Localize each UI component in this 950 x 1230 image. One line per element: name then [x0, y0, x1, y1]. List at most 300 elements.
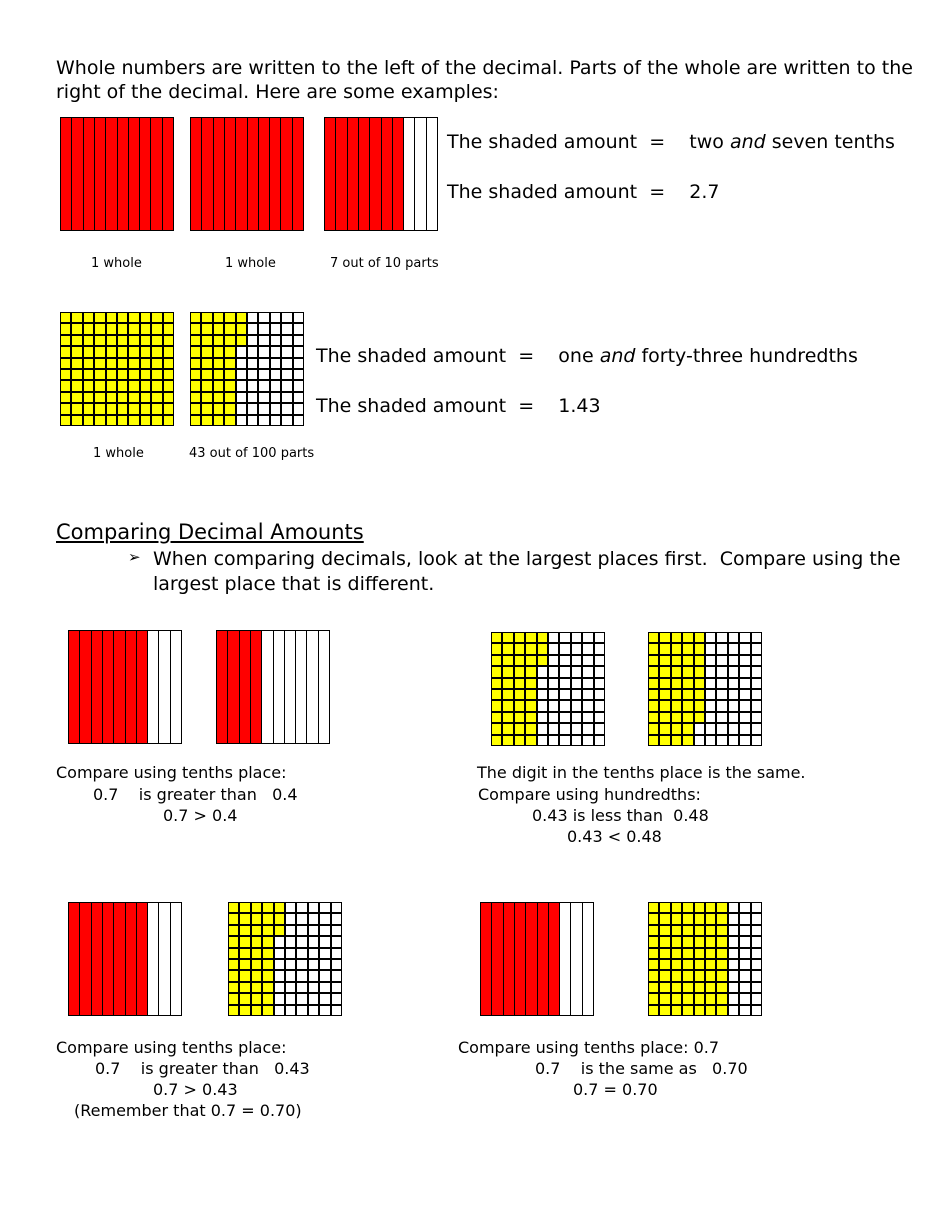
empty-cell	[595, 679, 604, 688]
shaded-cell	[706, 937, 715, 946]
shaded-cell	[649, 679, 658, 688]
empty-cell	[271, 324, 280, 333]
shaded-cell	[152, 347, 161, 356]
shaded-cell	[252, 960, 261, 969]
shaded-cell	[503, 701, 512, 710]
empty-cell	[148, 631, 158, 743]
shaded-cell	[229, 983, 238, 992]
empty-cell	[740, 914, 749, 923]
shaded-cell	[492, 633, 501, 642]
shaded-cell	[95, 404, 104, 413]
empty-cell	[259, 347, 268, 356]
shaded-cell	[72, 118, 82, 230]
shaded-cell	[118, 359, 127, 368]
empty-cell	[729, 736, 738, 745]
empty-cell	[729, 971, 738, 980]
shaded-cell	[538, 903, 548, 1015]
shaded-cell	[660, 914, 669, 923]
shaded-cell	[672, 713, 681, 722]
empty-cell	[583, 724, 592, 733]
grid-label: 1 whole	[225, 256, 276, 271]
empty-cell	[752, 667, 761, 676]
shaded-cell	[141, 416, 150, 425]
empty-cell	[309, 937, 318, 946]
shaded-cell	[229, 1006, 238, 1015]
empty-cell	[286, 971, 295, 980]
empty-cell	[286, 994, 295, 1003]
shaded-cell	[164, 370, 173, 379]
shaded-cell	[217, 631, 227, 743]
shaded-cell	[683, 903, 692, 912]
shaded-cell	[80, 631, 90, 743]
shaded-cell	[263, 971, 272, 980]
shaded-cell	[683, 713, 692, 722]
shaded-cell	[152, 381, 161, 390]
empty-cell	[729, 926, 738, 935]
compare-text: Compare using hundredths:	[478, 785, 701, 804]
tenths-grid	[190, 117, 304, 231]
shaded-cell	[152, 393, 161, 402]
empty-cell	[752, 1006, 761, 1015]
shaded-cell	[95, 347, 104, 356]
shaded-cell	[660, 679, 669, 688]
shaded-cell	[515, 701, 524, 710]
empty-cell	[271, 347, 280, 356]
shaded-cell	[695, 983, 704, 992]
compare-text: 0.7 is the same as 0.70	[535, 1059, 748, 1078]
shaded-cell	[240, 926, 249, 935]
shaded-cell	[141, 336, 150, 345]
empty-cell	[307, 631, 317, 743]
shaded-cell	[129, 347, 138, 356]
shaded-cell	[248, 118, 258, 230]
empty-cell	[740, 949, 749, 958]
empty-cell	[572, 690, 581, 699]
shaded-cell	[229, 914, 238, 923]
shaded-cell	[72, 324, 81, 333]
shaded-cell	[717, 971, 726, 980]
empty-cell	[297, 994, 306, 1003]
shaded-cell	[163, 118, 173, 230]
empty-cell	[560, 736, 569, 745]
text: The shaded amount = two	[447, 131, 730, 153]
shaded-cell	[275, 926, 284, 935]
empty-cell	[294, 336, 303, 345]
empty-cell	[286, 914, 295, 923]
shaded-cell	[202, 336, 211, 345]
empty-cell	[294, 381, 303, 390]
shaded-cell	[695, 713, 704, 722]
shaded-cell	[152, 359, 161, 368]
empty-cell	[294, 393, 303, 402]
shaded-cell	[672, 994, 681, 1003]
shaded-cell	[214, 370, 223, 379]
shaded-cell	[492, 736, 501, 745]
shaded-cell	[492, 644, 501, 653]
shaded-cell	[95, 324, 104, 333]
empty-cell	[297, 1006, 306, 1015]
shaded-cell	[293, 118, 303, 230]
shaded-cell	[526, 724, 535, 733]
shaded-cell	[672, 656, 681, 665]
shaded-cell	[649, 736, 658, 745]
shaded-cell	[706, 971, 715, 980]
shaded-cell	[152, 416, 161, 425]
shaded-cell	[717, 994, 726, 1003]
shaded-cell	[225, 347, 234, 356]
shaded-cell	[118, 404, 127, 413]
shaded-cell	[129, 313, 138, 322]
empty-cell	[740, 679, 749, 688]
empty-cell	[332, 937, 341, 946]
empty-cell	[549, 724, 558, 733]
empty-cell	[282, 313, 291, 322]
compare-text: (Remember that 0.7 = 0.70)	[74, 1101, 302, 1120]
shaded-cell	[225, 336, 234, 345]
empty-cell	[729, 1006, 738, 1015]
shaded-cell	[107, 416, 116, 425]
empty-cell	[729, 914, 738, 923]
shaded-cell	[202, 370, 211, 379]
empty-cell	[237, 404, 246, 413]
shaded-cell	[141, 359, 150, 368]
empty-cell	[695, 736, 704, 745]
empty-cell	[320, 937, 329, 946]
shaded-amount-decimal: The shaded amount = 1.43	[316, 395, 601, 417]
shaded-cell	[240, 983, 249, 992]
shaded-cell	[515, 633, 524, 642]
empty-cell	[706, 724, 715, 733]
empty-cell	[294, 347, 303, 356]
shaded-cell	[649, 971, 658, 980]
shaded-cell	[660, 690, 669, 699]
empty-cell	[309, 903, 318, 912]
empty-cell	[275, 994, 284, 1003]
shaded-cell	[237, 324, 246, 333]
empty-cell	[729, 937, 738, 946]
shaded-cell	[61, 393, 70, 402]
shaded-cell	[252, 949, 261, 958]
shaded-cell	[202, 393, 211, 402]
shaded-cell	[214, 393, 223, 402]
shaded-cell	[107, 324, 116, 333]
empty-cell	[752, 983, 761, 992]
shaded-cell	[202, 324, 211, 333]
shaded-cell	[126, 903, 136, 1015]
shaded-cell	[72, 359, 81, 368]
shaded-cell	[695, 690, 704, 699]
empty-cell	[572, 701, 581, 710]
shaded-cell	[84, 336, 93, 345]
empty-cell	[740, 903, 749, 912]
empty-cell	[572, 713, 581, 722]
empty-cell	[752, 914, 761, 923]
shaded-cell	[240, 914, 249, 923]
intro-paragraph: Whole numbers are written to the left of the decimal. Parts of the whole are written to the right of the decimal. Here are some examples:	[56, 57, 913, 103]
grid-label: 1 whole	[91, 256, 142, 271]
compare-text: The digit in the tenths place is the same.	[477, 763, 806, 782]
shaded-cell	[141, 370, 150, 379]
shaded-cell	[672, 724, 681, 733]
shaded-cell	[503, 713, 512, 722]
shaded-cell	[240, 971, 249, 980]
shaded-cell	[649, 656, 658, 665]
shaded-amount-words	[447, 131, 895, 153]
empty-cell	[286, 903, 295, 912]
shaded-cell	[202, 347, 211, 356]
empty-cell	[248, 313, 257, 322]
shaded-cell	[214, 347, 223, 356]
empty-cell	[275, 937, 284, 946]
shaded-cell	[72, 336, 81, 345]
empty-cell	[259, 370, 268, 379]
shaded-cell	[359, 118, 369, 230]
empty-cell	[706, 633, 715, 642]
shaded-cell	[515, 644, 524, 653]
shaded-cell	[706, 914, 715, 923]
shaded-cell	[228, 631, 238, 743]
empty-cell	[332, 994, 341, 1003]
shaded-cell	[649, 644, 658, 653]
empty-cell	[740, 713, 749, 722]
shaded-cell	[114, 631, 124, 743]
empty-cell	[320, 903, 329, 912]
shaded-cell	[672, 1006, 681, 1015]
empty-cell	[296, 631, 306, 743]
shaded-cell	[672, 949, 681, 958]
shaded-cell	[660, 983, 669, 992]
hundredths-grid	[60, 312, 174, 426]
empty-cell	[275, 960, 284, 969]
empty-cell	[282, 370, 291, 379]
empty-cell	[248, 359, 257, 368]
empty-cell	[729, 903, 738, 912]
empty-cell	[248, 347, 257, 356]
shaded-cell	[214, 381, 223, 390]
shaded-cell	[191, 359, 200, 368]
shaded-cell	[106, 118, 116, 230]
shaded-cell	[95, 336, 104, 345]
shaded-cell	[240, 903, 249, 912]
shaded-cell	[660, 994, 669, 1003]
empty-cell	[282, 324, 291, 333]
shaded-cell	[202, 404, 211, 413]
shaded-cell	[229, 994, 238, 1003]
empty-cell	[148, 903, 158, 1015]
empty-cell	[320, 926, 329, 935]
grid-label: 43 out of 100 parts	[189, 446, 315, 461]
empty-cell	[309, 914, 318, 923]
shaded-cell	[504, 903, 514, 1015]
empty-cell	[282, 336, 291, 345]
shaded-cell	[61, 370, 70, 379]
empty-cell	[752, 903, 761, 912]
shaded-cell	[84, 324, 93, 333]
shaded-cell	[393, 118, 403, 230]
shaded-cell	[683, 926, 692, 935]
empty-cell	[259, 359, 268, 368]
empty-cell	[752, 724, 761, 733]
empty-cell	[752, 937, 761, 946]
bullet-text: largest place that is different.	[153, 573, 435, 595]
shaded-cell	[240, 631, 250, 743]
empty-cell	[729, 644, 738, 653]
empty-cell	[297, 949, 306, 958]
shaded-cell	[107, 313, 116, 322]
empty-cell	[729, 949, 738, 958]
empty-cell	[549, 690, 558, 699]
shaded-cell	[382, 118, 392, 230]
shaded-cell	[683, 971, 692, 980]
empty-cell	[560, 690, 569, 699]
shaded-cell	[526, 667, 535, 676]
shaded-cell	[695, 926, 704, 935]
empty-cell	[560, 656, 569, 665]
empty-cell	[271, 336, 280, 345]
shaded-cell	[492, 724, 501, 733]
shaded-cell	[252, 994, 261, 1003]
shaded-cell	[515, 690, 524, 699]
compare-text: 0.43 < 0.48	[567, 827, 662, 846]
shaded-cell	[717, 903, 726, 912]
shaded-cell	[503, 633, 512, 642]
shaded-cell	[649, 960, 658, 969]
shaded-cell	[526, 656, 535, 665]
shaded-cell	[717, 949, 726, 958]
shaded-cell	[672, 960, 681, 969]
empty-cell	[332, 983, 341, 992]
shaded-cell	[141, 313, 150, 322]
shaded-cell	[129, 381, 138, 390]
shaded-cell	[214, 359, 223, 368]
shaded-cell	[649, 937, 658, 946]
empty-cell	[309, 960, 318, 969]
shaded-cell	[214, 336, 223, 345]
shaded-cell	[526, 736, 535, 745]
shaded-cell	[695, 949, 704, 958]
shaded-cell	[660, 926, 669, 935]
shaded-cell	[672, 701, 681, 710]
shaded-cell	[275, 903, 284, 912]
empty-cell	[297, 937, 306, 946]
empty-cell	[262, 631, 272, 743]
shaded-cell	[129, 416, 138, 425]
empty-cell	[729, 690, 738, 699]
shaded-cell	[492, 713, 501, 722]
empty-cell	[297, 914, 306, 923]
shaded-cell	[672, 736, 681, 745]
shaded-cell	[214, 118, 224, 230]
compare-text: 0.7 is greater than 0.4	[93, 785, 298, 804]
empty-cell	[583, 903, 593, 1015]
shaded-cell	[526, 633, 535, 642]
empty-cell	[740, 937, 749, 946]
empty-cell	[583, 633, 592, 642]
shaded-cell	[492, 690, 501, 699]
shaded-cell	[80, 903, 90, 1015]
grid-label: 1 whole	[93, 446, 144, 461]
shaded-cell	[191, 118, 201, 230]
empty-cell	[549, 701, 558, 710]
empty-cell	[286, 937, 295, 946]
empty-cell	[740, 971, 749, 980]
empty-cell	[237, 393, 246, 402]
shaded-cell	[214, 324, 223, 333]
shaded-cell	[649, 690, 658, 699]
shaded-amount-decimal: The shaded amount = 2.7	[447, 181, 720, 203]
empty-cell	[560, 713, 569, 722]
shaded-cell	[325, 118, 335, 230]
shaded-cell	[151, 118, 161, 230]
empty-cell	[572, 633, 581, 642]
empty-cell	[320, 983, 329, 992]
shaded-cell	[118, 324, 127, 333]
shaded-cell	[706, 926, 715, 935]
empty-cell	[572, 656, 581, 665]
empty-cell	[706, 656, 715, 665]
shaded-cell	[107, 370, 116, 379]
empty-cell	[740, 983, 749, 992]
shaded-cell	[103, 903, 113, 1015]
bullet-text: When comparing decimals, look at the largest places first. Compare using the	[153, 548, 901, 570]
shaded-cell	[649, 983, 658, 992]
shaded-cell	[191, 324, 200, 333]
tenths-grid	[60, 117, 174, 231]
empty-cell	[237, 370, 246, 379]
empty-cell	[248, 324, 257, 333]
shaded-cell	[202, 416, 211, 425]
shaded-cell	[649, 903, 658, 912]
empty-cell	[294, 404, 303, 413]
shaded-cell	[672, 983, 681, 992]
shaded-cell	[660, 903, 669, 912]
shaded-cell	[225, 324, 234, 333]
empty-cell	[595, 724, 604, 733]
shaded-cell	[503, 679, 512, 688]
shaded-cell	[164, 404, 173, 413]
grid-label: 7 out of 10 parts	[330, 256, 439, 271]
shaded-cell	[526, 679, 535, 688]
shaded-cell	[95, 359, 104, 368]
empty-cell	[572, 724, 581, 733]
shaded-cell	[164, 347, 173, 356]
empty-cell	[309, 971, 318, 980]
empty-cell	[583, 644, 592, 653]
empty-cell	[595, 701, 604, 710]
shaded-cell	[191, 393, 200, 402]
compare-text: Compare using tenths place:	[56, 1038, 287, 1057]
empty-cell	[729, 701, 738, 710]
shaded-cell	[660, 1006, 669, 1015]
shaded-cell	[660, 971, 669, 980]
empty-cell	[752, 701, 761, 710]
shaded-cell	[695, 903, 704, 912]
hundredths-grid	[228, 902, 342, 1016]
shaded-cell	[649, 949, 658, 958]
shaded-cell	[137, 903, 147, 1015]
shaded-cell	[695, 937, 704, 946]
shaded-cell	[152, 313, 161, 322]
shaded-cell	[706, 949, 715, 958]
shaded-cell	[252, 926, 261, 935]
empty-cell	[271, 404, 280, 413]
empty-cell	[332, 960, 341, 969]
shaded-cell	[252, 983, 261, 992]
empty-cell	[332, 914, 341, 923]
shaded-cell	[683, 949, 692, 958]
shaded-cell	[229, 949, 238, 958]
empty-cell	[583, 690, 592, 699]
